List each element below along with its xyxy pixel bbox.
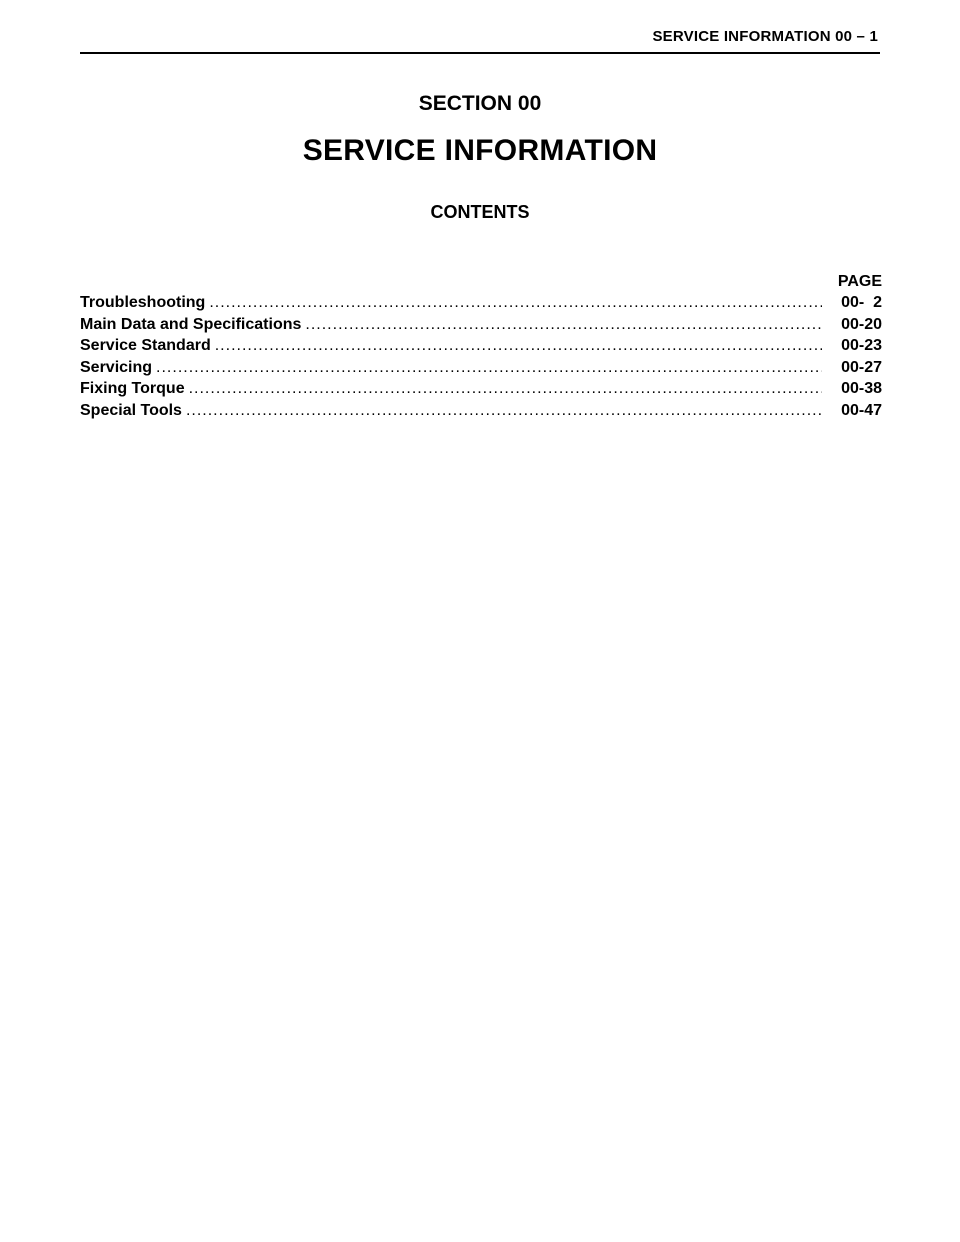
contents-label: CONTENTS [430,202,530,222]
toc-entry-page: 00-47 [841,401,882,419]
page-header [80,24,880,54]
toc-entry-title: Servicing [80,358,153,376]
toc-leader-dots [156,357,822,379]
toc-entry-page: 00-23 [841,337,882,354]
toc-entry-fixing-torque[interactable] [80,378,882,400]
toc-entry-title: Troubleshooting [80,294,206,311]
toc-leader-dots [215,335,822,357]
toc-leader-dots [209,292,822,314]
toc-leader-dots [186,400,822,422]
toc-entry-title: Service Standard [80,337,211,354]
table-of-contents [80,272,882,421]
toc-entry-page: 00-38 [841,380,882,397]
toc-leader-dots [189,378,822,400]
page-title: SERVICE INFORMATION [302,134,658,167]
toc-entry-main-data[interactable] [80,314,882,336]
running-title: SERVICE INFORMATION 00 – 1 [652,28,878,45]
toc-entry-troubleshooting[interactable] [80,292,882,314]
toc-entry-special-tools[interactable] [80,400,882,422]
toc-entry-servicing[interactable] [80,357,882,379]
section-label: SECTION 00 [418,92,542,115]
toc-entry-title: Special Tools [80,401,182,419]
toc-entry-service-standard[interactable] [80,335,882,357]
toc-entry-title: Main Data and Specifications [80,315,302,333]
toc-entry-title: Fixing Torque [80,380,185,397]
toc-page-heading: PAGE [837,273,882,290]
toc-entry-page: 00-20 [841,315,882,333]
toc-entry-page: 00- 2 [841,294,882,311]
toc-entry-page: 00-27 [841,358,882,376]
toc-leader-dots [305,314,822,336]
